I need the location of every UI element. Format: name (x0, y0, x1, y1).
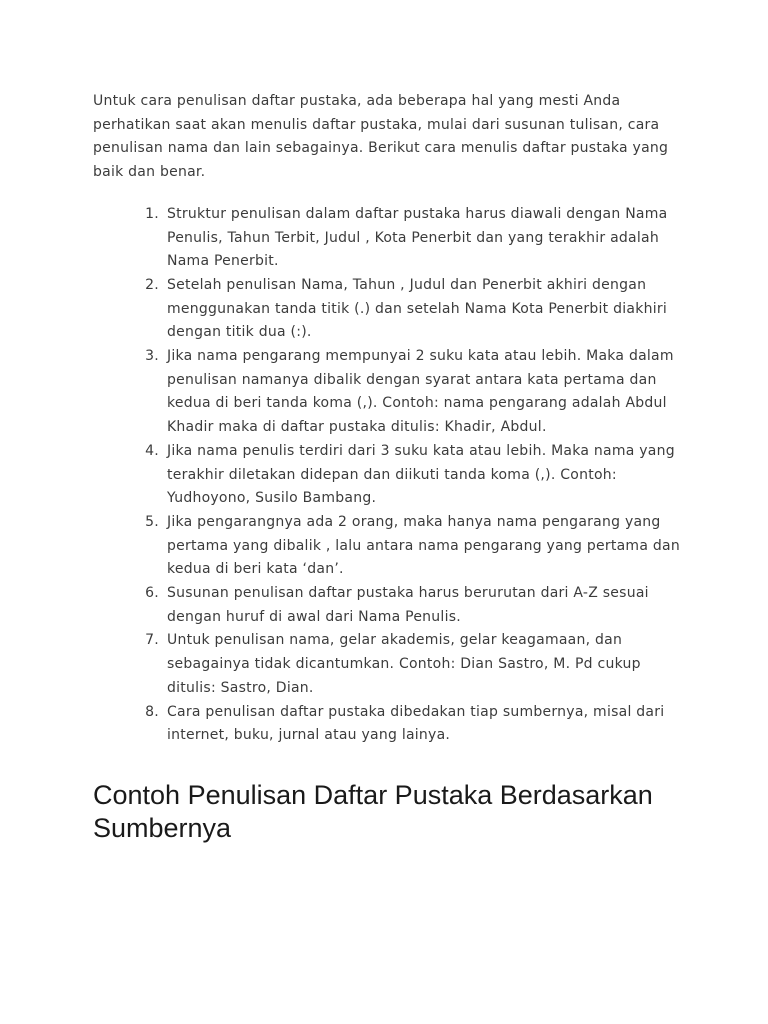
list-item-number: 2. (145, 276, 159, 293)
list-item (93, 345, 683, 440)
list-item-number: 5. (145, 513, 159, 530)
list-item (93, 511, 683, 582)
list-item-text: Setelah penulisan Nama, Tahun , Judul dan Penerbit akhiri dengan menggunakan tanda titik (.) dan setelah Nama Kota Penerbit diakhiri dengan titik dua (:). (167, 276, 667, 341)
list-item (93, 203, 683, 274)
list-item-text: Susunan penulisan daftar pustaka harus berurutan dari A-Z sesuai dengan huruf di awal dari Nama Penulis. (167, 585, 649, 625)
list-item-number: 6. (145, 585, 159, 602)
list-item-text: Jika nama penulis terdiri dari 3 suku kata atau lebih. Maka nama yang terakhir diletakan didepan dan diikuti tanda koma (,). Contoh: Yudhoyono, Susilo Bambang. (167, 442, 675, 507)
list-item-number: 3. (145, 348, 159, 365)
steps-list (93, 203, 683, 748)
list-item-text: Jika nama pengarang mempunyai 2 suku kata atau lebih. Maka dalam penulisan namanya dibalik dengan syarat antara kata pertama dan kedua di beri tanda koma (,). Contoh: nama pengarang adalah Abdul Khadir maka di daftar pustaka ditulis: Khadir, Abdul. (167, 348, 674, 436)
list-item-number: 8. (145, 703, 159, 720)
list-item-text: Cara penulisan daftar pustaka dibedakan tiap sumbernya, misal dari internet, buku, jurnal atau yang lainya. (167, 703, 665, 744)
list-item (93, 274, 683, 345)
list-item-text: Untuk penulisan nama, gelar akademis, gelar keagamaan, dan sebagainya tidak dicantumkan. Contoh: Dian Sastro, M. Pd cukup ditulis: Sastro, Dian. (167, 632, 641, 696)
document-page (93, 90, 683, 845)
list-item (93, 701, 683, 748)
list-item (93, 440, 683, 511)
list-item (93, 582, 683, 629)
list-item (93, 629, 683, 700)
intro-paragraph: Untuk cara penulisan daftar pustaka, ada beberapa hal yang mesti Anda perhatikan saat akan menulis daftar pustaka, mulai dari susunan tulisan, cara penulisan nama dan lain sebagainya. Berikut cara menulis daftar pustaka yang baik dan benar. (93, 93, 669, 181)
list-item-text: Jika pengarangnya ada 2 orang, maka hanya nama pengarang yang pertama yang dibalik , lalu antara nama pengarang yang pertama dan kedua di beri kata ‘dan’. (167, 513, 680, 578)
list-item-number: 4. (145, 442, 159, 459)
list-item-number: 7. (145, 632, 159, 649)
list-item-text: Struktur penulisan dalam daftar pustaka harus diawali dengan Nama Penulis, Tahun Terbit, Judul , Kota Penerbit dan yang terakhir adalah Nama Penerbit. (167, 205, 668, 270)
section-heading: Contoh Penulisan Daftar Pustaka Berdasarkan Sumbernya (93, 779, 653, 843)
list-item-number: 1. (145, 205, 159, 222)
